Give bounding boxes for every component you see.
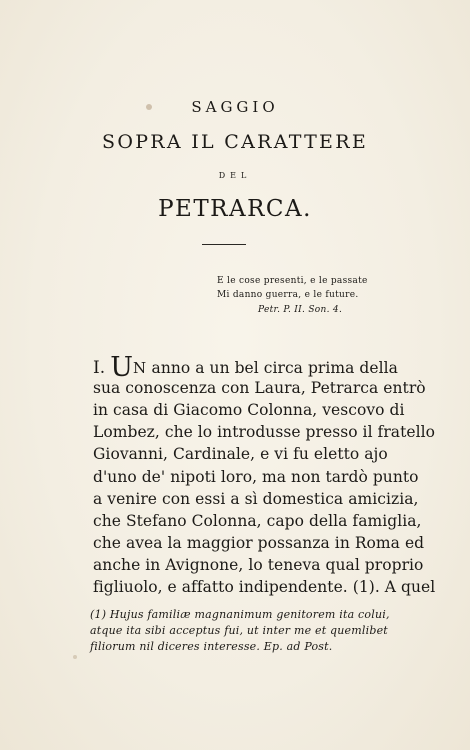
body-line-2: sua conoscenza con Laura, Petrarca entrò [93, 379, 426, 397]
epigraph-line-2: Mi danno guerra, e le future. [217, 290, 359, 300]
title-del: DEL [218, 171, 252, 180]
body-line-8: che Stefano Colonna, capo della famiglia, [93, 512, 422, 530]
body-line-1-text: anno a un bel circa prima della [151, 359, 398, 377]
body-line-1 [93, 354, 398, 381]
title-rule [202, 244, 246, 245]
ink-spot [73, 655, 77, 659]
body-line-10: anche in Avignone, lo teneva qual proprio [93, 556, 424, 574]
body-line-6: d'uno de' nipoti loro, ma non tardò punto [93, 468, 419, 486]
drop-cap-rest: N [133, 359, 147, 377]
title-sopra-il-carattere: SOPRA IL CARATTERE [102, 131, 368, 153]
title-petrarca: PETRARCA. [158, 196, 312, 222]
footnote-line-3: filiorum nil diceres interesse. Ep. ad Post. [90, 640, 333, 653]
drop-cap: U [110, 352, 134, 383]
body-line-5: Giovanni, Cardinale, e vi fu eletto ajo [93, 445, 388, 463]
section-number: I. [93, 358, 106, 378]
body-line-4: Lombez, che lo introdusse presso il fratello [93, 423, 435, 441]
title-saggio: SAGGIO [191, 98, 279, 116]
body-line-3: in casa di Giacomo Colonna, vescovo di [93, 401, 405, 419]
epigraph-source: Petr. P. II. Son. 4. [258, 305, 343, 315]
footnote-line-2: atque ita sibi acceptus fui, ut inter me et quemlibet [90, 624, 388, 637]
epigraph-line-1: E le cose presenti, e le passate [217, 276, 368, 286]
body-line-7: a venire con essi a sì domestica amicizia, [93, 490, 419, 508]
body-line-9: che avea la maggior possanza in Roma ed [93, 534, 425, 552]
body-line-11: figliuolo, e affatto indipendente. (1). A quel [93, 578, 436, 596]
footnote-line-1: (1) Hujus familiæ magnanimum genitorem ita colui, [90, 608, 390, 621]
